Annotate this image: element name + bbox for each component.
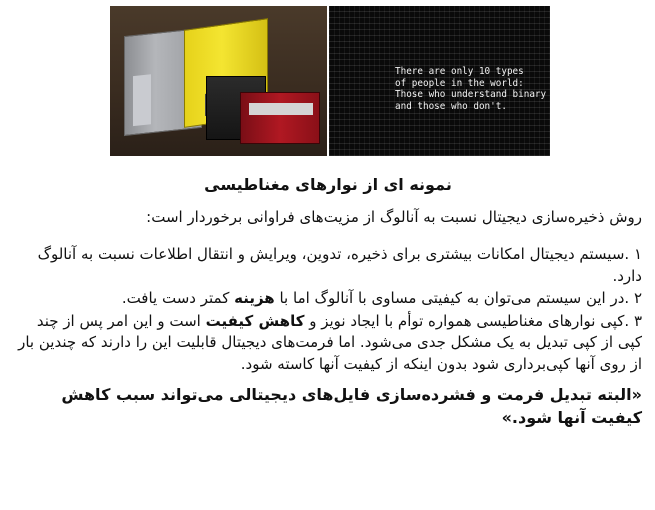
- binary-joke-line: There are only 10 types: [395, 66, 524, 77]
- item-text: ۲ .در این سیستم می‌توان به کیفیتی مساوی با آنالوگ اما با: [274, 289, 642, 307]
- red-tape-stripe: [249, 103, 313, 115]
- figure-caption: نمونه ای از نوارهای مغناطیسی: [204, 175, 452, 194]
- red-tape-cassette: [240, 92, 320, 144]
- grey-tape-label: [133, 74, 151, 126]
- binary-joke-photo: [329, 6, 550, 156]
- binary-joke-line: of people in the world:: [395, 77, 524, 89]
- binary-joke-line: and those who don't.: [395, 100, 507, 112]
- item-bold-text: کاهش کیفیت: [205, 311, 305, 330]
- magnetic-tapes-photo: [110, 6, 327, 156]
- item-text: کمتر دست یافت.: [121, 289, 235, 307]
- intro-paragraph: روش ذخیره‌سازی دیجیتال نسبت به آنالوگ از مزیت‌های فراوانی برخوردار است:: [146, 208, 642, 226]
- item-bold-text: هزینه: [234, 289, 275, 307]
- article-body: [14, 172, 642, 429]
- list-item: ۱ .سیستم دیجیتال امکانات بیشتری برای ذخیره، تدوین، ویرایش و انتقال اطلاعات نسبت به آنالوگ دارد.: [37, 245, 642, 285]
- list-item: [14, 288, 642, 310]
- item-text: ۳ .کپی نوارهای مغناطیسی همواره توأم با ایجاد نویز و: [304, 311, 642, 330]
- binary-joke-line: Those who understand binary: [395, 89, 547, 100]
- list-item: [14, 311, 642, 376]
- item-text: است و این امر پس از چند کپی از کپی تبدیل به یک مشکل جدی می‌شود. اما فرمت‌های دیجیتال قابلیت این را دارند که چندین بار از روی آنها کپی‌برداری شود بدون اینکه از کیفیت آنها کاسته شود.: [18, 311, 642, 373]
- article-figure: [110, 6, 550, 156]
- highlight-quote: «البته تبدیل فرمت و فشرده‌سازی فایل‌های دیجیتالی می‌تواند سبب کاهش کیفیت آنها شود.»: [61, 385, 642, 427]
- advantages-list: [14, 244, 642, 375]
- binary-joke-text: [395, 66, 545, 112]
